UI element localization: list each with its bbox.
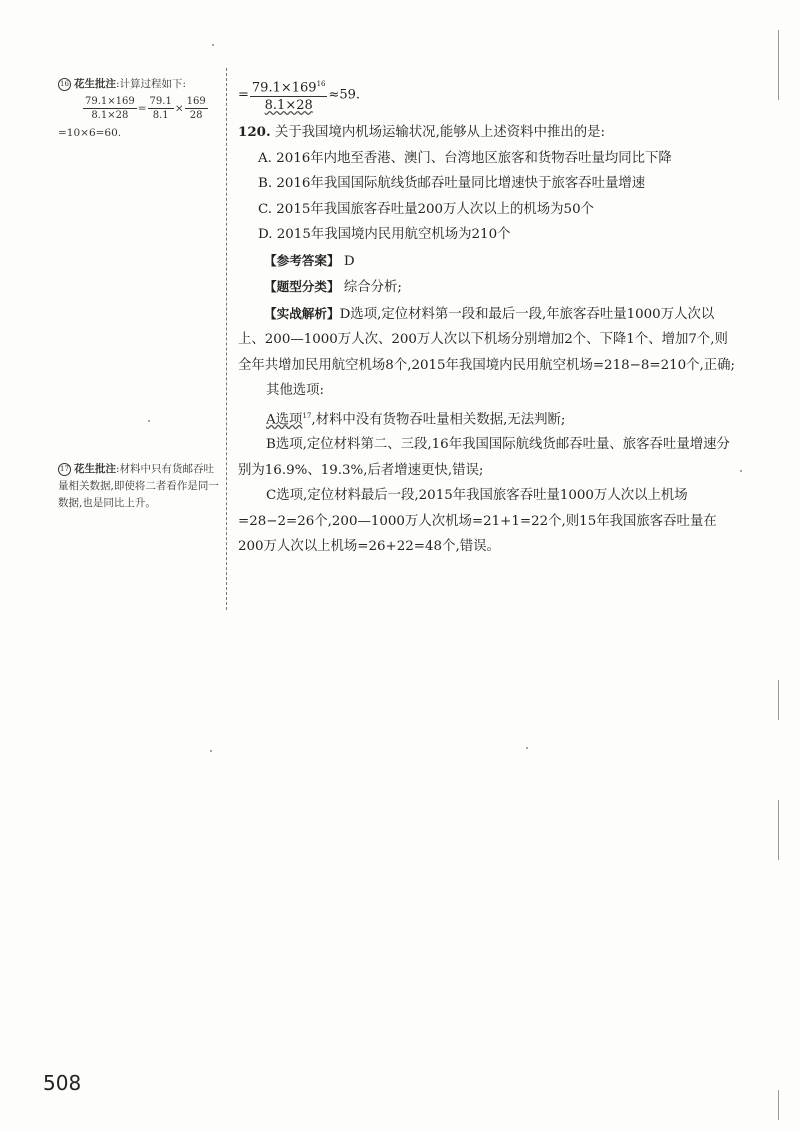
scan-speck: [526, 747, 528, 749]
fraction: $\frac{79.1}{8.1}$: [149, 96, 172, 121]
question-number: 120.: [238, 124, 271, 140]
annotation-calculation: $\frac{79.1\times 169}{8.1\times 28}$ = $\frac{79.1}{8.1}$ × $\frac{169}{28}$: [85, 96, 206, 121]
fraction: $\frac{79.1\times 169}{8.1\times 28}$: [85, 96, 135, 121]
annotation-result: =10×6=60.: [58, 127, 122, 139]
page-number: 508: [43, 1071, 82, 1095]
answer-value: D: [343, 253, 355, 269]
scan-speck: [148, 420, 150, 422]
fraction: $\frac{169}{28}$: [186, 96, 206, 121]
fraction: $\frac{79.1\times 169^{16}}{8.1\times 28}$: [250, 76, 328, 114]
answer-line: [238, 248, 738, 275]
answer-tag: 【参考答案】: [264, 252, 340, 268]
annotation-intro: :计算过程如下:: [116, 78, 187, 90]
scan-speck: [210, 750, 212, 752]
other-options-label: 其他选项:: [266, 383, 325, 398]
scan-edge-mark: [778, 800, 779, 860]
question-120: [238, 120, 738, 560]
type-tag: 【题型分类】: [264, 279, 340, 294]
analysis-tag: 【实战解析】: [264, 305, 340, 321]
option-a-analysis: A选项$^{17}$,材料中没有货物吞吐量相关数据,无法判断;: [266, 411, 566, 427]
option-d: D. 2015年我国境内民用航空机场为210个: [258, 227, 511, 242]
annotation-marker: 16: [58, 78, 71, 91]
annotation-marker: 17: [58, 463, 71, 476]
annotation-label: 花生批注: [74, 78, 116, 90]
option-c: C. 2015年我国旅客吞吐量200万人次以上的机场为50个: [258, 201, 594, 217]
option-c-analysis: C选项,定位材料最后一段,2015年我国旅客吞吐量1000万人次以上机场=28−2=26个,200—1000万人次机场=21+1=22个,则15年我国旅客吞吐量在200万人次以上机场=26+22=48个,错误。: [238, 488, 717, 555]
type-value: 综合分析;: [343, 280, 402, 295]
analysis-text: D选项,定位材料第一段和最后一段,年旅客吞吐量1000万人次以上、200—1000万人次、200万人次以下机场分别增加2个、下降1个、增加7个,则全年共增加民用航空机场8个,2015年我国境内民用航空机场=218−8=210个,正确;: [238, 306, 736, 373]
scan-edge-mark: [778, 680, 779, 720]
option-a: A. 2016年内地至香港、澳门、台湾地区旅客和货物吞吐量均同比下降: [258, 150, 672, 166]
question-text: 关于我国境内机场运输状况,能够从上述资料中推出的是:: [274, 125, 606, 140]
scan-edge-mark: [778, 30, 779, 100]
option-b: B. 2016年我国国际航线货邮吞吐量同比增速快于旅客吞吐量增速: [258, 176, 646, 191]
annotation-label: 花生批注: [74, 463, 116, 475]
question-stem: [238, 120, 738, 146]
scan-speck: [212, 44, 214, 46]
option-b-analysis: B选项,定位材料第二、三段,16年我国国际航线货邮吞吐量、旅客吞吐量增速分别为16.9%、19.3%,后者增速更快,错误;: [238, 437, 730, 478]
margin-divider: [226, 68, 227, 610]
analysis-paragraph: [238, 301, 738, 379]
annotation-text: :材料中只有货邮吞吐量相关数据,即使将二者看作是同一数据,也是同比上升。: [58, 463, 219, 509]
annotation-17: [58, 461, 223, 512]
scan-speck: [740, 470, 742, 472]
scan-edge-mark: [778, 1090, 779, 1120]
annotation-16: [58, 76, 223, 142]
formula-line: = $\frac{79.1\times 169^{16}}{8.1\times 28}$ ≈59.: [238, 76, 360, 114]
type-line: [238, 274, 738, 301]
